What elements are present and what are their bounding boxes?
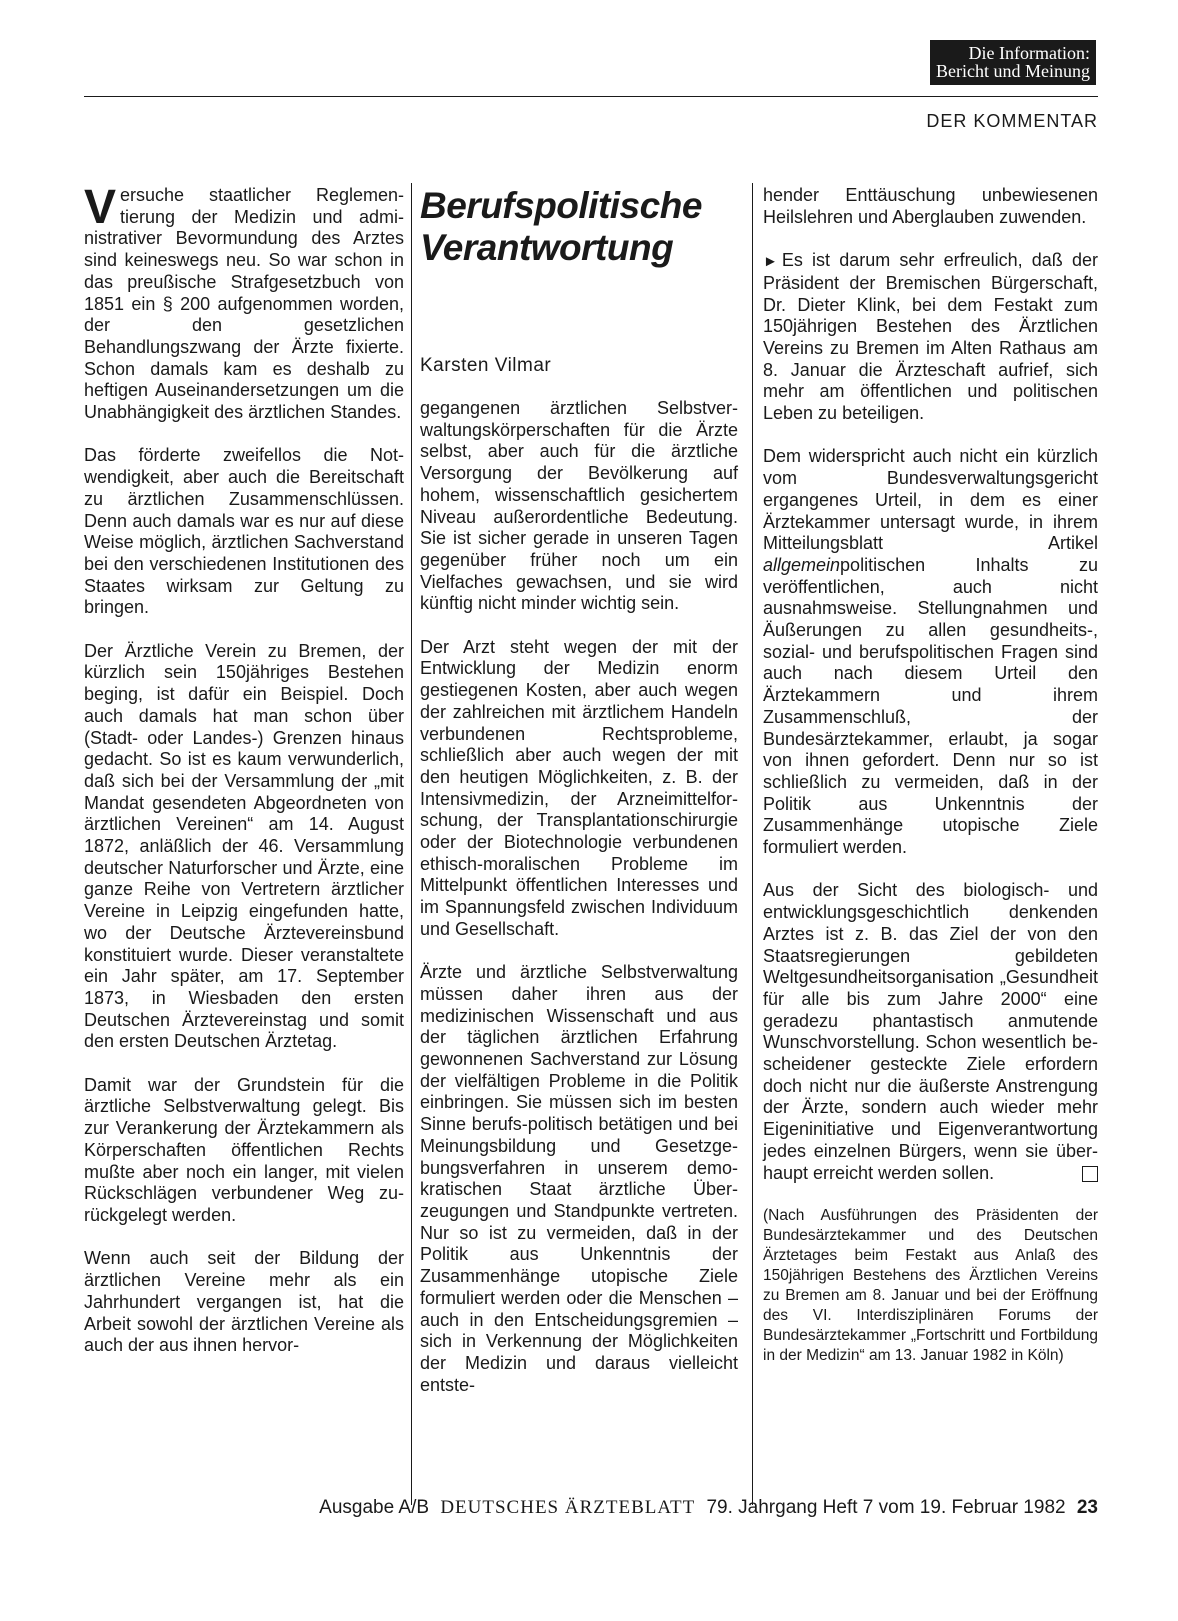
section-tag-line2: Bericht und Meinung	[936, 61, 1090, 81]
rubric-label: DER KOMMENTAR	[926, 111, 1098, 131]
paragraph-11-italic: allgemein	[763, 554, 841, 575]
header-rule	[84, 96, 1098, 97]
paragraph-1-text: ersuche staatlicher Reglementierung der Medizin und administrativer Bevormundung des Arztes sind keineswegs neu. So war schon in das preußische Strafgesetzbuch von 1851 ein § 200 aufgenommen worden, der den gesetzlichen Behandlungszwang der Ärzte fixierte. Schon damals kam es deshalb zu heftigen Auseinandersetzungen um die Unabhängigkeit des ärztlichen Standes.	[84, 185, 404, 423]
drop-cap: V	[84, 181, 117, 234]
paragraph-8: Ärzte und ärztliche Selbstverwaltung müssen daher ihren aus der medizinischen Wissenschaft und aus der täglichen ärztlichen Erfahrung gewonnenen Sachverstand zur Lösung der vielfältigen Probleme in die Politik einbringen. Sie müssen sich im besten Sinne berufs-politisch betätigen und bei Meinungsbildung und Gesetzgebungsverfahren in unserem demokratischen Staat ärztliche Überzeugungen und Standpunkte vertreten. Nur so ist zu vermeiden, daß in der Politik aus Unkenntnis der Zusammenhänge utopische Ziele formuliert werden oder die Menschen – auch in den Entscheidungsgremien – sich in Verkennung der Möglichkeiten der Medizin und daraus vielleicht entste-	[420, 962, 738, 1395]
page-footer	[319, 1497, 1098, 1519]
section-tag	[930, 40, 1096, 85]
footer-edition: Ausgabe A/B	[319, 1497, 430, 1518]
article-title-line2: Verantwortung	[420, 227, 674, 268]
paragraph-5: Wenn auch seit der Bildung der ärztlichen Vereine mehr als ein Jahrhundert vergangen ist, hat die Arbeit sowohl der ärztlichen Vereine als auch der aus ihnen hervor-	[84, 1248, 404, 1356]
paragraph-10	[763, 250, 1098, 425]
footer-issue: 79. Jahrgang Heft 7 vom 19. Februar 1982	[706, 1497, 1066, 1518]
paragraph-1	[84, 181, 404, 424]
paragraph-2: Das förderte zweifellos die Notwendigkeit, aber auch die Bereitschaft zu ärztlichen Zusammenschlüssen. Denn auch damals war es nur auf diese Weise möglich, ärztlichen Sachverstand bei den verschiedenen Institutionen des Staates wirksam zur Geltung zu bringen.	[84, 445, 404, 618]
column-middle	[420, 185, 738, 1395]
end-mark-square-icon	[1082, 1166, 1098, 1182]
paragraph-9: hender Enttäuschung unbewiesenen Heilslehren und Aberglauben zuwenden.	[763, 185, 1098, 227]
footer-journal-name: DEUTSCHES ÄRZTEBLATT	[440, 1497, 696, 1518]
triangle-arrow-icon: ►	[763, 253, 778, 271]
paragraph-11	[763, 446, 1098, 858]
author-name: Karsten Vilmar	[420, 355, 552, 376]
paragraph-4: Damit war der Grundstein für die ärztliche Selbstverwaltung gelegt. Bis zur Verankerung der Ärztekammern als Körperschaften öffentlichen Rechts mußte aber noch ein langer, mit vielen Rückschlägen verbundener Weg zurückgelegt werden.	[84, 1074, 404, 1225]
column-divider-right	[752, 183, 753, 1505]
paragraph-6: gegangenen ärztlichen Selbstverwaltungskörperschaften für die Ärzte selbst, aber auch für die ärztliche Versorgung der Bevölkerung auf hohem, wissenschaftlich gesichertem Niveau außerordentliche Bedeutung. Sie ist sicher gerade in unseren Tagen gegenüber früher noch um ein Vielfaches gewachsen, und sie wird künftig nicht minder wichtig sein.	[420, 398, 738, 614]
section-tag-line1: Die Information:	[968, 43, 1090, 63]
column-middle-body	[420, 398, 738, 1418]
source-note: (Nach Ausführungen des Präsidenten der Bundesärztekammer und des Deutschen Ärztetages beim Festakt aus Anlaß des 150jährigen Bestehens des Ärztlichen Vereins zu Bremen am 8. Januar und bei der Eröffnung des VI. Interdisziplinären Forums der Bundesärztekammer „Fortschritt und Fortbildung in der Medizin“ am 13. Januar 1982 in Köln)	[763, 1206, 1098, 1364]
column-left	[84, 181, 404, 1379]
page-number: 23	[1076, 1497, 1098, 1518]
paragraph-11-text-b: politischen Inhalts zu veröffentlichen, auch nicht ausnahmsweise. Stellungnahmen und Äußerungen zu allen gesundheits-, sozial- und berufspolitischen Fragen sind auch nach diesem Urteil den Ärztekammern und ihrem Zusammenschluß, der Bundesärztekammer, erlaubt, ja sogar von ihnen gefordert. Denn nur so ist schließlich zu vermeiden, daß in der Politik aus Unkenntnis der Zusammenhänge utopische Ziele formuliert werden.	[763, 554, 1098, 858]
column-divider-left	[411, 183, 412, 1505]
article-title-line1: Berufspolitische	[420, 185, 702, 226]
paragraph-3: Der Ärztliche Verein zu Bremen, der kürzlich sein 150jähriges Bestehen beging, ist dafür ein Beispiel. Doch auch damals hat man schon über (Stadt- oder Landes-) Grenzen hinaus gedacht. So ist es kaum verwunderlich, daß sich bei der Versammlung der „mit Mandat gesendeten Abgeordneten von ärztlichen Vereinen“ am 14. August 1872, anläßlich der 46. Versammlung deutscher Naturforscher und Ärzte, eine ganze Reihe von Vertretern ärztlicher Vereine in Leipzig eingefunden hatte, wo der Deutsche Ärztevereinsbund konstituiert wurde. Dieser veranstaltete ein Jahr später, am 17. September 1873, in Wiesbaden den ersten Deutschen Ärztevereinstag und somit den ersten Deutschen Ärztetag.	[84, 640, 404, 1052]
paragraph-12	[763, 880, 1098, 1184]
paragraph-7: Der Arzt steht wegen der mit der Entwicklung der Medizin enorm gestiegenen Kosten, aber auch wegen der zahlreichen mit ärztlichem Handeln verbundenen Rechtsprobleme, schließlich aber auch wegen der mit den heutigen Möglichkeiten, z. B. der Intensivmedizin, der Arzneimittelforschung, der Transplantationschirurgie oder der Biotechnologie verbundenen ethisch-moralischen Probleme im Mittelpunkt öffentlichen Interesses und im Spannungsfeld zwischen Individuum und Gesellschaft.	[420, 636, 738, 939]
paragraph-10-text: Es ist darum sehr erfreulich, daß der Präsident der Bremischen Bürgerschaft, Dr. Dieter Klink, bei dem Festakt zum 150jährigen Bestehen des Ärztlichen Vereins zu Bremen im Alten Rathaus am 8. Januar die Ärzteschaft aufrief, sich mehr am öffentlichen und politischen Leben zu beteiligen.	[763, 250, 1098, 424]
paragraph-12-text: Aus der Sicht des biologisch- und entwicklungsgeschichtlich denkenden Arztes ist z. B. das Ziel der von den Staatsregierungen gebildeten Weltgesundheitsorganisation „Gesundheit für alle bis zum Jahre 2000“ eine geradezu phantastisch anmutende Wunschvorstellung. Schon wesentlich bescheidener gesteckte Ziele erfordern doch nicht nur die äußerste Anstrengung der Ärzte, sondern auch wieder mehr Eigeninitiative und Eigenverantwortung jedes einzelnen Bürgers, wenn sie überhaupt erreicht werden sollen.	[763, 880, 1098, 1183]
paragraph-11-text-a: Dem widerspricht auch nicht ein kürzlich vom Bundesverwaltungsgericht ergangenes Urteil, in dem es einer Ärztekammer untersagt wurde, in ihrem Mitteilungsblatt Artikel	[763, 446, 1098, 554]
article-title	[420, 185, 738, 269]
column-right	[763, 185, 1098, 1388]
